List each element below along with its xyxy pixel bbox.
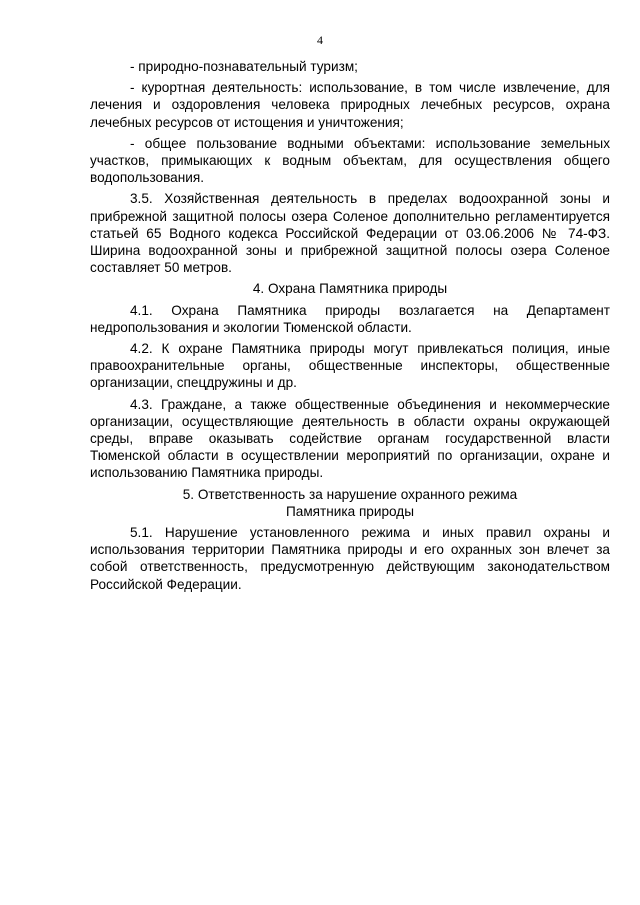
section-5-heading <box>90 486 610 520</box>
paragraph-4-1: 4.1. Охрана Памятника природы возлагается на Департамент недропользования и экологии Тюменской области. <box>90 302 610 335</box>
list-item-water-use: - общее пользование водными объектами: использование земельных участков, примыкающих к водным объектам, для осуществления общего водопользования. <box>90 135 610 186</box>
list-item-tourism: - природно-познавательный туризм; <box>130 59 358 74</box>
paragraph-4-2: 4.2. К охране Памятника природы могут привлекаться полиция, иные правоохранительные органы, общественные инспекторы, общественные организации, спецдружины и др. <box>90 341 610 391</box>
section-5-heading-line-2: Памятника природы <box>286 503 414 519</box>
paragraph-4-3: 4.3. Граждане, а также общественные объединения и некоммерческие организации, осуществляющие деятельность в области охраны окружающей среды, вправе оказывать содействие органам государственной власти Тюменской области в осуществлении мероприятий по организации, охране и использованию Памятника природы. <box>90 396 610 481</box>
section-4-heading: 4. Охрана Памятника природы <box>252 281 448 297</box>
document-body <box>90 58 610 597</box>
page-number: 4 <box>317 33 323 47</box>
section-5-heading-line-1: 5. Ответственность за нарушение охранного режима <box>182 486 518 502</box>
list-item-resort-activity: - курортная деятельность: использование, в том числе извлечение, для лечения и оздоровления человека природных лечебных ресурсов, охрана лечебных ресурсов от истощения и уничтожения; <box>90 80 610 130</box>
paragraph-3-5: 3.5. Хозяйственная деятельность в пределах водоохранной зоны и прибрежной защитной полосы озера Соленое дополнительно регламентируется статьей 65 Водного кодекса Российской Федерации от 03.06.2006 № 74-ФЗ. Ширина водоохранной зоны и прибрежной защитной полосы озера Соленое составляет 50 метров. <box>90 191 610 276</box>
paragraph-5-1: 5.1. Нарушение установленного режима и иных правил охраны и использования территории Памятника природы и его охранных зон влечет за собой ответственность, предусмотренную действующим законодательством Российской Федерации. <box>90 525 610 592</box>
